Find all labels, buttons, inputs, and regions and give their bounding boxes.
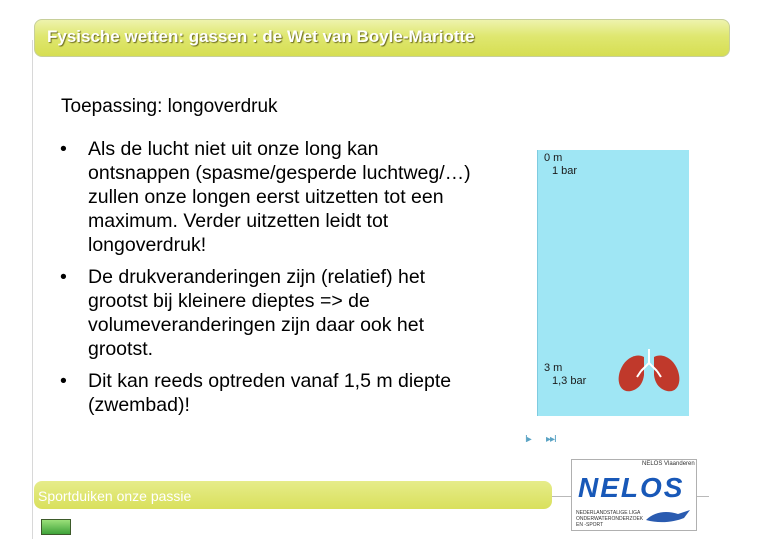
- bullet-item: [58, 137, 478, 257]
- title-bar: [34, 19, 730, 57]
- bullet-item: [58, 369, 478, 417]
- logo-line-right: [695, 496, 709, 497]
- bullet-list: [58, 137, 478, 425]
- bullet-icon: •: [60, 370, 67, 392]
- bullet-icon: •: [60, 138, 67, 160]
- bullet-icon: •: [60, 266, 67, 288]
- depth-animation[interactable]: [537, 150, 689, 416]
- nav-button[interactable]: [41, 519, 71, 535]
- slide-title: Fysische wetten: gassen : de Wet van Boyle-Mariotte: [47, 27, 475, 46]
- nelos-logo: [571, 459, 697, 531]
- play-icon[interactable]: I▸: [525, 434, 531, 445]
- bottom-pressure-label: 1,3 bar: [552, 375, 587, 387]
- logo-small-text: NELOS Vlaanderen: [642, 461, 695, 467]
- diver-icon: [644, 506, 692, 526]
- bottom-depth-label: 3 m: [544, 362, 563, 374]
- bullet-item: [58, 265, 478, 361]
- bullet-text: De drukveranderingen zijn (relatief) het grootst bij kleinere dieptes => de volumeveranderingen zijn daar ook het grootst.: [88, 266, 426, 360]
- bullet-text: Als de lucht niet uit onze long kan ontsnappen (spasme/gesperde luchtweg/…) zullen onze longen eerst uitzetten tot een maximum. Verder uitzetten leidt tot longoverdruk!: [88, 138, 471, 256]
- logo-text: NELOS: [578, 472, 685, 503]
- bullet-text: Dit kan reeds optreden vanaf 1,5 m diepte (zwembad)!: [88, 370, 452, 416]
- left-divider: [32, 40, 33, 539]
- top-pressure-label: 1 bar: [552, 165, 578, 177]
- logo-line-left: [552, 496, 571, 497]
- top-depth-label: 0 m: [544, 152, 563, 164]
- logo-subtext: NEDERLANDSTALIGE LIGA ONDERWATERONDERZOEK EN -SPORT: [576, 510, 644, 528]
- footer-bar: [34, 481, 552, 509]
- fast-forward-icon[interactable]: ▸▸I: [546, 434, 556, 445]
- footer-text: Sportduiken onze passie: [38, 488, 192, 504]
- slide-subtitle: Toepassing: longoverdruk: [61, 96, 278, 117]
- lungs-icon: [613, 347, 685, 397]
